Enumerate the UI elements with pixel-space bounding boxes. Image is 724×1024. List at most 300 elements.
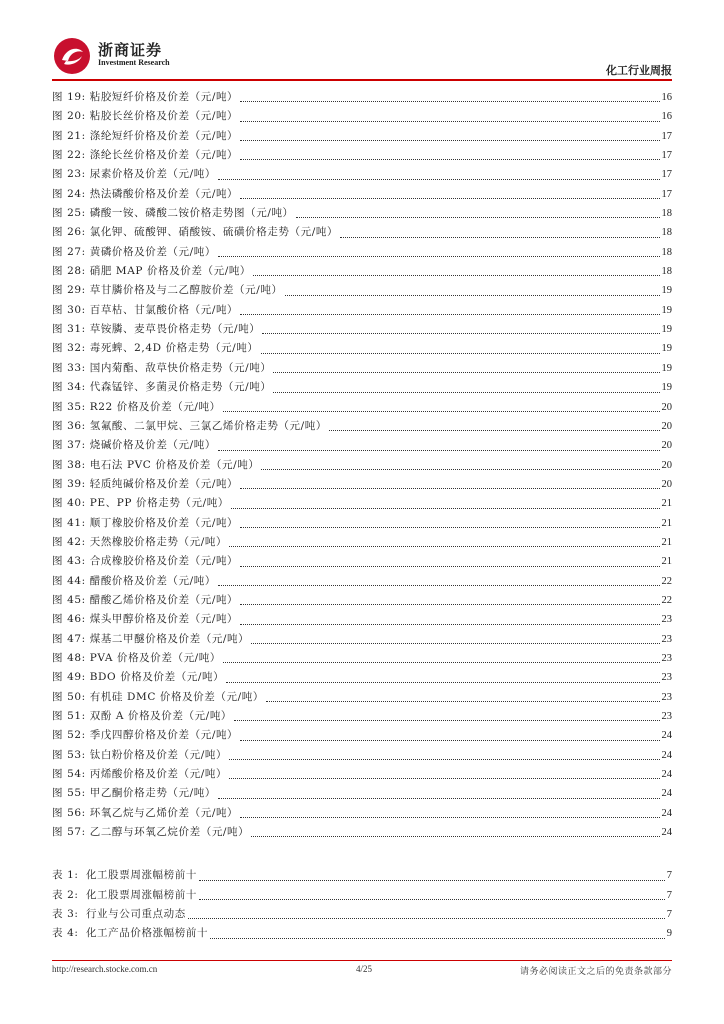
toc-entry[interactable]: [52, 127, 672, 146]
toc-entry[interactable]: [52, 339, 672, 358]
dot-leader: [223, 410, 660, 412]
toc-entry-number: [52, 746, 86, 765]
dot-leader: [240, 158, 659, 160]
toc-entry-title: 合成橡胶价格及价差（元/吨）: [89, 555, 239, 568]
dot-leader: [218, 584, 660, 586]
dot-leader: [251, 642, 659, 644]
toc-entry[interactable]: [52, 630, 672, 649]
dot-leader: [240, 603, 659, 605]
toc-entry-label: [52, 127, 238, 146]
toc-entry-title: 电石法 PVC 价格及价差（元/吨）: [89, 458, 260, 471]
toc-entry-title: 氯化钾、硫酸钾、硝酸铵、硫磺价格走势（元/吨）: [89, 226, 339, 239]
toc-entry-prefix: 图: [52, 342, 64, 355]
dot-leader: [210, 937, 665, 939]
toc-entry[interactable]: [52, 804, 672, 823]
toc-entry-index: 55:: [67, 787, 86, 800]
toc-entry[interactable]: [52, 649, 672, 668]
toc-entry-index: 46:: [67, 613, 86, 626]
toc-entry-page: 7: [666, 909, 672, 921]
toc-entry[interactable]: [52, 668, 672, 687]
dot-leader: [240, 100, 659, 102]
toc-entry-title: BDO 价格及价差（元/吨）: [89, 671, 225, 684]
toc-entry-prefix: 图: [52, 826, 64, 839]
toc-entry-number: [52, 475, 86, 494]
disclaimer-note: 请务必阅读正文之后的免责条款部分: [519, 967, 672, 977]
toc-entry-page: 23: [661, 652, 672, 664]
toc-entry-label: [52, 107, 238, 126]
toc-entry-number: [52, 533, 86, 552]
toc-entry-page: 23: [661, 633, 672, 645]
toc-entry-number: [52, 107, 86, 126]
toc-entry-label: [52, 552, 238, 571]
toc-entry-label: [52, 765, 227, 784]
toc-entry-page: 20: [661, 401, 672, 413]
toc-entry[interactable]: [52, 475, 672, 494]
toc-entry[interactable]: [52, 784, 672, 803]
toc-entry-prefix: 图: [52, 207, 64, 220]
toc-entry-title: 草铵膦、麦草畏价格走势（元/吨）: [89, 323, 261, 336]
page-number: 4/25: [356, 964, 373, 974]
toc-entry-title: 乙二醇与环氧乙烷价差（元/吨）: [89, 826, 250, 839]
toc-entry[interactable]: [52, 146, 672, 165]
toc-entry-label: [52, 726, 238, 745]
toc-entry-index: 21:: [67, 129, 86, 142]
toc-entry-label: [52, 436, 216, 455]
company-name-cn: 浙商证券: [98, 41, 163, 59]
toc-entry-index: 53:: [67, 748, 86, 761]
toc-entry-number: [52, 146, 86, 165]
dot-leader: [218, 797, 660, 799]
toc-entry-prefix: 图: [52, 748, 64, 761]
toc-entry-prefix: 图: [52, 710, 64, 722]
toc-entry-prefix: 图: [52, 129, 64, 142]
dot-leader: [234, 719, 659, 721]
toc-entry-page: 20: [661, 420, 672, 432]
toc-entry-number: [52, 301, 86, 320]
toc-entry-index: 24:: [67, 187, 86, 200]
toc-entry-prefix: 图: [52, 729, 64, 742]
toc-entry-prefix: 图: [52, 632, 64, 645]
toc-entry-label: [52, 533, 227, 552]
toc-entry-title: 环氧乙烷与乙烯价差（元/吨）: [89, 806, 239, 819]
toc-entry-number: [52, 866, 82, 885]
toc-entry[interactable]: [52, 359, 672, 378]
toc-entry[interactable]: [52, 905, 672, 924]
toc-entry-label: [52, 707, 232, 726]
dot-leader: [240, 816, 659, 818]
toc-entry-page: 21: [661, 536, 672, 548]
page-footer: [52, 964, 672, 980]
toc-entry-prefix: 图: [52, 768, 64, 781]
toc-entry-page: 23: [661, 691, 672, 703]
dot-leader: [240, 197, 659, 199]
toc-entry-label: [52, 494, 229, 513]
toc-entry-page: 23: [661, 672, 672, 684]
toc-entry-page: 20: [661, 440, 672, 452]
toc-entry-page: 7: [666, 870, 672, 882]
toc-entry-label: [52, 243, 216, 262]
toc-entry-label: [52, 784, 216, 803]
toc-entry-label: [52, 456, 259, 475]
toc-entry[interactable]: [52, 726, 672, 745]
toc-entry-label: [52, 668, 224, 687]
toc-entry-title: 黄磷价格及价差（元/吨）: [89, 245, 216, 258]
dot-leader: [262, 332, 659, 334]
toc-entry-number: [52, 320, 86, 339]
toc-entry-title: 草甘膦价格及与二乙醇胺价差（元/吨）: [89, 284, 283, 297]
toc-entry-page: 18: [661, 246, 672, 258]
dot-leader: [188, 917, 665, 919]
toc-entry-page: 24: [661, 749, 672, 761]
toc-entry-index: 19:: [67, 91, 86, 103]
dot-leader: [226, 681, 659, 683]
toc-entry[interactable]: [52, 572, 672, 591]
dot-leader: [218, 449, 660, 451]
toc-entry-prefix: 图: [52, 265, 64, 278]
toc-entry-number: [52, 610, 86, 629]
toc-entry-title: 煤基二甲醚价格及价差（元/吨）: [89, 632, 250, 645]
toc-entry-title: 粘胶短纤价格及价差（元/吨）: [89, 91, 239, 103]
toc-entry-title: 热法磷酸价格及价差（元/吨）: [89, 187, 239, 200]
toc-entry-page: 24: [661, 769, 672, 781]
toc-entry-page: 23: [661, 614, 672, 626]
toc-entry-title: 轻质纯碱价格及价差（元/吨）: [89, 477, 239, 490]
toc-entry-index: 34:: [67, 381, 86, 394]
toc-entry-label: [52, 591, 238, 610]
report-type: 化工行业周报: [606, 64, 672, 77]
toc-entry-label: [52, 572, 216, 591]
dot-leader: [273, 391, 659, 393]
toc-entry-label: [52, 204, 294, 223]
dot-leader: [296, 216, 660, 218]
toc-entry-title: 烧碱价格及价差（元/吨）: [89, 439, 216, 452]
toc-entry-index: 32:: [67, 342, 86, 355]
toc-entry-number: [52, 281, 86, 300]
toc-entry-title: 化工股票周涨幅榜前十: [85, 888, 197, 901]
toc-entry-number: [52, 688, 86, 707]
toc-entry-number: [52, 591, 86, 610]
toc-entry-title: 醋酸乙烯价格及价差（元/吨）: [89, 593, 239, 606]
toc-entry[interactable]: [52, 417, 672, 436]
toc-entry-number: [52, 359, 86, 378]
toc-entry[interactable]: [52, 204, 672, 223]
dot-leader: [231, 507, 660, 509]
toc-entry-title: 百草枯、甘氯酸价格（元/吨）: [89, 303, 239, 316]
toc-entry-index: 57:: [67, 826, 86, 839]
toc-entry-page: 20: [661, 459, 672, 471]
toc-entry[interactable]: [52, 823, 672, 842]
toc-entry-index: 44:: [67, 574, 86, 587]
toc-entry-page: 21: [661, 498, 672, 510]
toc-entry-page: 24: [661, 827, 672, 839]
toc-entry-index: 31:: [67, 323, 86, 336]
toc-entry-title: 粘胶长丝价格及价差（元/吨）: [89, 110, 239, 123]
toc-entry-number: [52, 243, 86, 262]
toc-entry-title: PE、PP 价格走势（元/吨）: [89, 497, 229, 510]
toc-entry-label: [52, 88, 238, 107]
page-header: [52, 36, 672, 84]
toc-entry-label: [52, 823, 249, 842]
toc-entry-label: [52, 339, 259, 358]
toc-entry[interactable]: [52, 924, 672, 943]
dot-leader: [240, 623, 659, 625]
table-of-contents: [52, 88, 672, 944]
toc-entry-title: 甲乙酮价格走势（元/吨）: [89, 787, 216, 800]
toc-entry-index: 29:: [67, 284, 86, 297]
toc-entry-prefix: 图: [52, 381, 64, 394]
toc-entry-label: [52, 630, 249, 649]
toc-entry-label: [52, 398, 221, 417]
toc-entry-index: 48:: [67, 651, 86, 664]
toc-entry[interactable]: [52, 378, 672, 397]
toc-entry-page: 20: [661, 478, 672, 490]
toc-entry-number: [52, 630, 86, 649]
toc-entry[interactable]: [52, 591, 672, 610]
toc-entry-index: 54:: [67, 768, 86, 781]
toc-entry-prefix: 图: [52, 690, 64, 703]
dot-leader: [229, 545, 659, 547]
toc-entry[interactable]: [52, 436, 672, 455]
dot-leader: [240, 526, 659, 528]
footer-divider: [52, 960, 672, 961]
toc-entry-index: 51:: [67, 710, 86, 722]
toc-entry-index: 4:: [67, 927, 79, 940]
dot-leader: [273, 371, 659, 373]
toc-entry-title: 硝肥 MAP 价格及价差（元/吨）: [89, 265, 252, 278]
toc-entry-title: 国内菊酯、敌草快价格走势（元/吨）: [89, 361, 272, 374]
toc-entry-index: 2:: [67, 888, 79, 901]
toc-entry-label: [52, 514, 238, 533]
dot-leader: [285, 294, 660, 296]
toc-entry-number: [52, 88, 86, 107]
toc-entry-prefix: 图: [52, 149, 64, 162]
toc-entry-number: [52, 165, 86, 184]
toc-entry-title: 顺丁橡胶价格及价差（元/吨）: [89, 516, 239, 529]
toc-entry-page: 23: [661, 711, 672, 722]
toc-entry[interactable]: [52, 533, 672, 552]
toc-entry-prefix: 图: [52, 516, 64, 529]
toc-entry-prefix: 表: [52, 869, 64, 882]
toc-entry-number: [52, 204, 86, 223]
toc-entry-page: 17: [661, 188, 672, 200]
toc-entry-label: [52, 746, 227, 765]
dot-leader: [240, 487, 659, 489]
toc-entry-page: 9: [666, 928, 672, 940]
toc-entry-page: 22: [661, 575, 672, 587]
dot-leader: [223, 661, 659, 663]
toc-entry-label: [52, 866, 197, 885]
toc-entry[interactable]: [52, 262, 672, 281]
toc-entry-number: [52, 905, 82, 924]
company-logo-icon: [52, 36, 92, 76]
toc-entry[interactable]: [52, 886, 672, 905]
toc-entry-page: 19: [661, 343, 672, 355]
toc-entry-prefix: 图: [52, 323, 64, 336]
toc-entry[interactable]: [52, 514, 672, 533]
toc-entry-label: [52, 417, 327, 436]
toc-entry-page: 21: [661, 517, 672, 529]
toc-entry-prefix: 图: [52, 361, 64, 374]
toc-entry-prefix: 图: [52, 555, 64, 568]
toc-entry-prefix: 图: [52, 613, 64, 626]
dot-leader: [240, 565, 659, 567]
toc-entry-title: 行业与公司重点动态: [85, 908, 186, 921]
toc-entry-index: 52:: [67, 729, 86, 742]
dot-leader: [218, 178, 660, 180]
toc-entry[interactable]: [52, 165, 672, 184]
toc-entry[interactable]: [52, 707, 672, 726]
toc-entry-index: 30:: [67, 303, 86, 316]
toc-entry-title: 毒死蜱、2,4D 价格走势（元/吨）: [89, 342, 259, 355]
toc-entry-index: 26:: [67, 226, 86, 239]
toc-entry-page: 24: [661, 730, 672, 742]
toc-entry-title: 钛白粉价格及价差（元/吨）: [89, 748, 228, 761]
toc-entry[interactable]: [52, 281, 672, 300]
toc-entry-index: 43:: [67, 555, 86, 568]
toc-entry-page: 24: [661, 807, 672, 819]
toc-entry-page: 19: [661, 285, 672, 297]
toc-entry-number: [52, 185, 86, 204]
footer-url[interactable]: http://research.stocke.com.cn: [52, 964, 158, 974]
toc-entry-index: 47:: [67, 632, 86, 645]
toc-entry-prefix: 图: [52, 497, 64, 510]
toc-entry-index: 1:: [67, 869, 79, 882]
toc-entry-prefix: 图: [52, 477, 64, 490]
toc-entry-index: 39:: [67, 477, 86, 490]
toc-entry-number: [52, 823, 86, 842]
toc-entry-page: 17: [661, 130, 672, 142]
toc-entry-label: [52, 475, 238, 494]
toc-entry-number: [52, 552, 86, 571]
toc-entry-prefix: 图: [52, 91, 64, 103]
toc-entry-title: 双酚 A 价格及价差（元/吨）: [89, 710, 233, 722]
toc-entry[interactable]: [52, 107, 672, 126]
toc-entry-prefix: 表: [52, 908, 64, 921]
toc-entry-page: 16: [661, 111, 672, 123]
dot-leader: [240, 739, 659, 741]
dot-leader: [240, 139, 659, 141]
toc-entry-label: [52, 146, 238, 165]
toc-entry[interactable]: [52, 88, 672, 107]
toc-entry-label: [52, 320, 260, 339]
toc-entry-number: [52, 494, 86, 513]
toc-entry[interactable]: [52, 320, 672, 339]
toc-entry-index: 33:: [67, 361, 86, 374]
toc-entry[interactable]: [52, 223, 672, 242]
toc-entry-number: [52, 223, 86, 242]
toc-entry-prefix: 图: [52, 439, 64, 452]
dot-leader: [329, 429, 660, 431]
toc-entry-page: 19: [661, 304, 672, 316]
toc-entry-number: [52, 707, 86, 726]
toc-entry-index: 27:: [67, 245, 86, 258]
toc-entry[interactable]: [52, 301, 672, 320]
dot-leader: [218, 255, 660, 257]
toc-entry-index: 23:: [67, 168, 86, 181]
toc-entry-title: 季戊四醇价格及价差（元/吨）: [89, 729, 239, 742]
toc-entry-index: 45:: [67, 593, 86, 606]
toc-entry[interactable]: [52, 746, 672, 765]
toc-entry-prefix: 图: [52, 458, 64, 471]
toc-entry-prefix: 图: [52, 168, 64, 181]
toc-entry[interactable]: [52, 494, 672, 513]
toc-entry[interactable]: [52, 398, 672, 417]
toc-entry-label: [52, 924, 208, 943]
toc-entry-number: [52, 398, 86, 417]
toc-entry-prefix: 图: [52, 303, 64, 316]
toc-entry-index: 36:: [67, 419, 86, 432]
toc-entry-prefix: 图: [52, 400, 64, 413]
toc-entry-index: 42:: [67, 535, 86, 548]
toc-entry-number: [52, 924, 82, 943]
toc-entry-prefix: 图: [52, 787, 64, 800]
toc-entry-title: 煤头甲醇价格及价差（元/吨）: [89, 613, 239, 626]
toc-entry[interactable]: [52, 866, 672, 885]
toc-entry-title: PVA 价格及价差（元/吨）: [89, 651, 222, 664]
toc-entry-index: 22:: [67, 149, 86, 162]
toc-entry-page: 18: [661, 227, 672, 239]
toc-entry-number: [52, 886, 82, 905]
toc-entry[interactable]: [52, 610, 672, 629]
dot-leader: [251, 835, 659, 837]
toc-entry-prefix: 图: [52, 806, 64, 819]
toc-entry-index: 35:: [67, 400, 86, 413]
toc-entry-prefix: 图: [52, 671, 64, 684]
toc-entry-number: [52, 784, 86, 803]
toc-entry-label: [52, 223, 338, 242]
toc-entry-title: 尿素价格及价差（元/吨）: [89, 168, 216, 181]
header-divider: [52, 79, 672, 81]
company-name-en: Investment Research: [98, 58, 170, 67]
dot-leader: [340, 236, 659, 238]
toc-entry-title: 涤纶长丝价格及价差（元/吨）: [89, 149, 239, 162]
toc-entry[interactable]: [52, 456, 672, 475]
toc-entry[interactable]: [52, 765, 672, 784]
toc-entry-label: [52, 886, 197, 905]
toc-entry-number: [52, 765, 86, 784]
toc-entry-index: 3:: [67, 908, 79, 921]
toc-entry-number: [52, 436, 86, 455]
toc-entry[interactable]: [52, 552, 672, 571]
toc-entry-title: 天然橡胶价格走势（元/吨）: [89, 535, 228, 548]
toc-entry[interactable]: [52, 185, 672, 204]
toc-entry-page: 19: [661, 382, 672, 394]
toc-entry-number: [52, 649, 86, 668]
toc-entry-prefix: 表: [52, 888, 64, 901]
toc-entry-title: R22 价格及价差（元/吨）: [89, 400, 221, 413]
toc-entry-index: 40:: [67, 497, 86, 510]
toc-entry-index: 41:: [67, 516, 86, 529]
toc-entry-page: 18: [661, 208, 672, 220]
toc-entry[interactable]: [52, 688, 672, 707]
toc-entry-page: 17: [661, 169, 672, 181]
toc-entry-prefix: 图: [52, 110, 64, 123]
dot-leader: [261, 468, 659, 470]
toc-entry-page: 21: [661, 556, 672, 568]
dot-leader: [261, 352, 660, 354]
dot-leader: [229, 777, 659, 779]
toc-entry-page: 19: [661, 324, 672, 336]
toc-entry-number: [52, 378, 86, 397]
toc-entry-label: [52, 281, 283, 300]
toc-entry-label: [52, 165, 216, 184]
toc-entry-title: 氢氟酸、二氯甲烷、三氯乙烯价格走势（元/吨）: [89, 419, 327, 432]
toc-entry-number: [52, 572, 86, 591]
toc-entry-number: [52, 417, 86, 436]
toc-entry[interactable]: [52, 243, 672, 262]
section-gap: [52, 842, 672, 866]
toc-entry-page: 7: [666, 889, 672, 901]
